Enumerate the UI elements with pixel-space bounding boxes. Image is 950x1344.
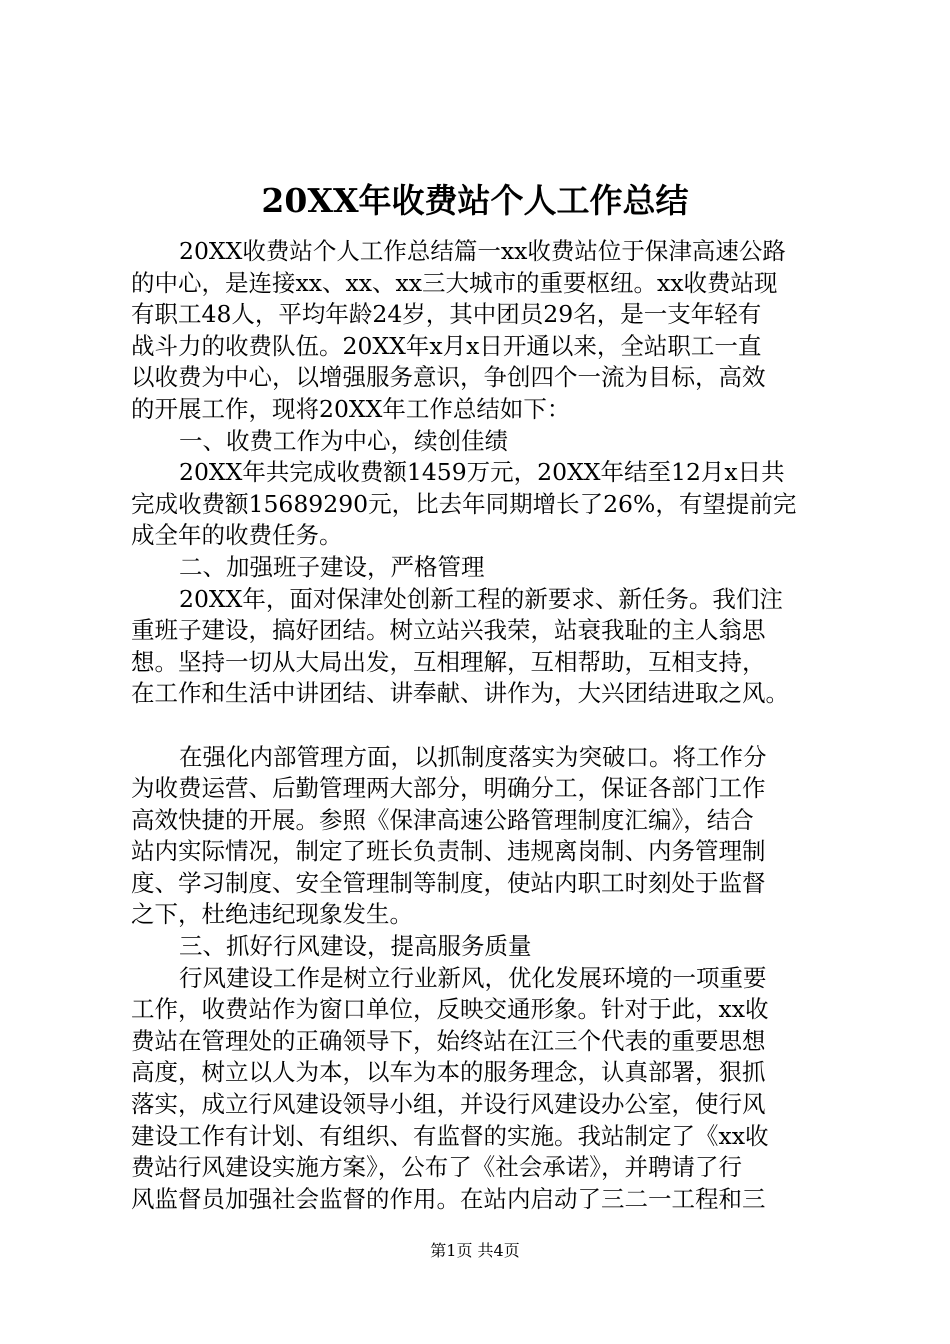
paragraph-line: 想。坚持一切从大局出发，互相理解，互相帮助，互相支持， (131, 647, 766, 676)
paragraph-line: 20XX年，面对保津处创新工程的新要求、新任务。我们注 (179, 584, 783, 613)
paragraph-line: 度、学习制度、安全管理制等制度，使站内职工时刻处于监督 (131, 868, 766, 897)
paragraph-line: 20XX收费站个人工作总结篇一xx收费站位于保津高速公路 (179, 237, 786, 265)
paragraph-line: 费站行风建设实施方案》，公布了《社会承诺》，并聘请了行 (131, 1153, 742, 1182)
paragraph-line: 20XX年共完成收费额1459万元，20XX年结至12月x日共 (179, 458, 785, 487)
paragraph-line: 在工作和生活中讲团结、讲奉献、讲作为，大兴团结进取之风。 (131, 679, 789, 708)
paragraph-line: 站内实际情况，制定了班长负责制、违规离岗制、内务管理制 (131, 837, 766, 866)
paragraph-line: 成全年的收费任务。 (131, 521, 343, 550)
paragraph-line: 的中心，是连接xx、xx、xx三大城市的重要枢纽。xx收费站现 (131, 268, 778, 297)
paragraph-line: 的开展工作，现将20XX年工作总结如下： (131, 394, 571, 423)
paragraph-line: 之下，杜绝违纪现象发生。 (131, 900, 413, 929)
page-footer: 第1页 共4页 (430, 1241, 520, 1260)
paragraph-line: 高效快捷的开展。参照《保津高速公路管理制度汇编》，结合 (131, 805, 754, 834)
paragraph-line: 为收费运营、后勤管理两大部分，明确分工，保证各部门工作 (131, 774, 766, 803)
document-title: 20XX年收费站个人工作总结 (261, 181, 689, 220)
paragraph-line: 完成收费额15689290元，比去年同期增长了26%，有望提前完 (131, 489, 797, 518)
section-heading: 三、抓好行风建设，提高服务质量 (179, 932, 532, 961)
paragraph-line: 有职工48人，平均年龄24岁，其中团员29名，是一支年轻有 (131, 300, 762, 329)
paragraph-line: 落实，成立行风建设领导小组，并设行风建设办公室，使行风 (131, 1090, 766, 1119)
paragraph-line: 工作，收费站作为窗口单位，反映交通形象。针对于此，xx收 (131, 995, 769, 1024)
section-heading: 二、加强班子建设，严格管理 (179, 552, 485, 581)
paragraph-line: 重班子建设，搞好团结。树立站兴我荣，站衰我耻的主人翁思 (131, 616, 766, 645)
paragraph-line: 高度，树立以人为本，以车为本的服务理念，认真部署，狠抓 (131, 1058, 766, 1087)
paragraph-line: 以收费为中心，以增强服务意识，争创四个一流为目标，高效 (131, 363, 766, 392)
paragraph-line: 建设工作有计划、有组织、有监督的实施。我站制定了《xx收 (131, 1121, 769, 1150)
document-body (131, 236, 831, 1215)
paragraph-line: 费站在管理处的正确领导下，始终站在江三个代表的重要思想 (131, 1026, 766, 1055)
paragraph-line: 风监督员加强社会监督的作用。在站内启动了三二一工程和三 (131, 1184, 766, 1213)
paragraph-line: 战斗力的收费队伍。20XX年x月x日开通以来，全站职工一直 (131, 331, 762, 360)
blank-line (131, 710, 831, 742)
paragraph-line: 行风建设工作是树立行业新风，优化发展环境的一项重要 (179, 963, 767, 992)
section-heading: 一、收费工作为中心，续创佳绩 (179, 426, 508, 455)
paragraph-line: 在强化内部管理方面，以抓制度落实为突破口。将工作分 (179, 742, 767, 771)
